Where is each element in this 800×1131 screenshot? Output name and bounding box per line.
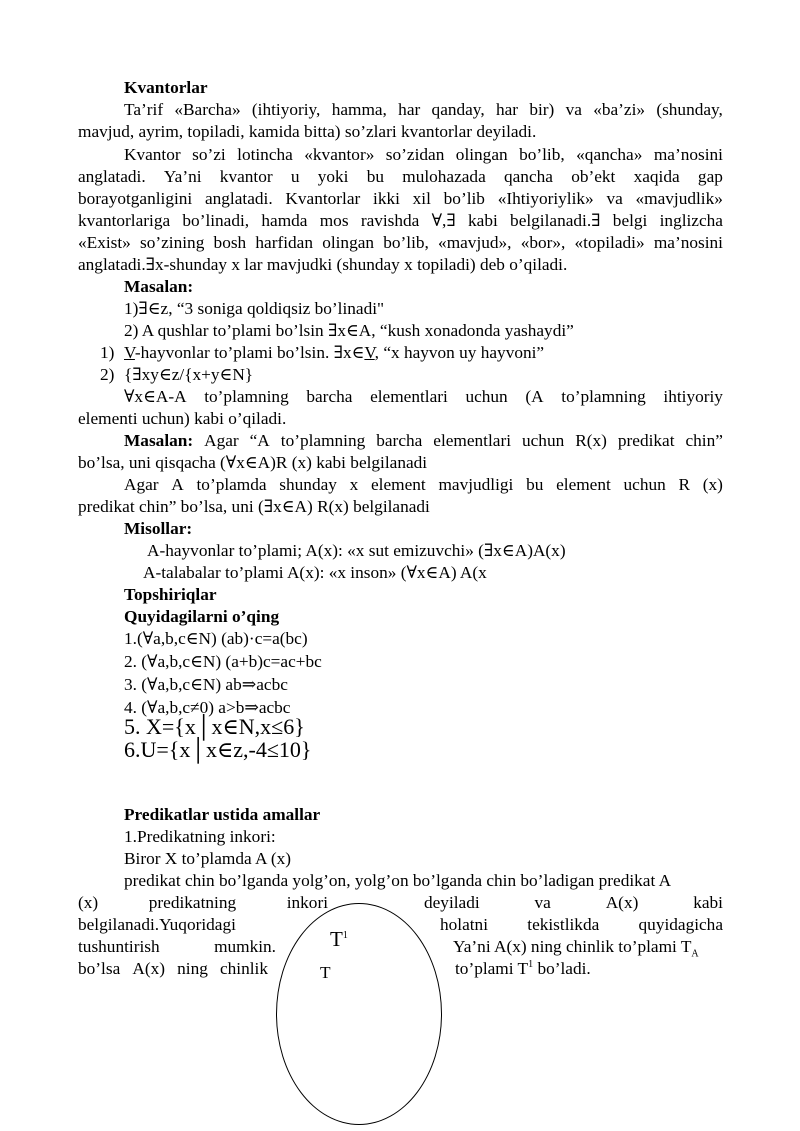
word: to’plamning [280, 431, 366, 450]
example-4: {∃xy∈z/{x+y∈N} [124, 365, 254, 384]
word: lotincha [237, 145, 293, 164]
word: «bor», [520, 233, 566, 252]
word: «mavjudlik» [635, 189, 723, 208]
word: uchun [522, 431, 565, 450]
example-3-v: V [124, 343, 135, 362]
p5-line2: predikat chin” bo’lsa, uni (∃x∈A) R(x) belgilanadi [78, 497, 430, 516]
word: u [290, 167, 300, 186]
task-item-3: 3. (∀a,b,c∈N) ab⇒acbc [124, 675, 288, 694]
word: «ba’zi» [593, 100, 646, 119]
word: (shunday, [656, 100, 723, 119]
word: mumkin. [214, 937, 276, 956]
word: «Ihtiyoriylik» [497, 189, 594, 208]
predikat-line-3-right [440, 915, 723, 935]
word: so’zi [192, 145, 226, 164]
word: «Barcha» [174, 100, 241, 119]
example-3-end: , “x hayvon uy hayvoni” [374, 343, 545, 362]
word: bir) [529, 100, 555, 119]
misol-1: A-hayvonlar to’plami; A(x): «x sut emizuvchi» (∃x∈A)A(x) [147, 541, 566, 560]
word: ning [177, 959, 208, 978]
word: tekistlikda [527, 915, 600, 934]
example-3-mid: -hayvonlar to’plami bo’lsin. ∃x∈ [134, 343, 365, 362]
quyidagilarni-heading: Quyidagilarni o’qing [124, 607, 280, 626]
word: bo’lib [443, 189, 485, 208]
word: tushuntirish [78, 937, 160, 956]
word: deyiladi [424, 893, 480, 912]
predikat-line-5-left [78, 959, 268, 979]
word: so’zining [140, 233, 205, 252]
masalan-heading-1: Masalan: [124, 277, 194, 296]
task-item-6: 6.U={x│x∈z,-4≤10} [124, 737, 312, 762]
predikat-line-2-right [424, 893, 723, 913]
word: to’plamda [196, 475, 267, 494]
word: xil [412, 189, 431, 208]
word: har [398, 100, 421, 119]
word: uchun [465, 387, 508, 406]
word: hamda [261, 211, 308, 230]
word: Ya’ni [163, 167, 202, 186]
word: ihtiyoriy [663, 387, 723, 406]
example-2: 2) A qushlar to’plami bo’lsin ∃x∈A, “kush xonadonda yashaydi” [124, 321, 574, 340]
example-3-number: 1) [100, 343, 115, 362]
p3-line2: elementi uchun) kabi o’qiladi. [78, 409, 287, 428]
word: kvantorlariga [78, 211, 171, 230]
word: yoki [317, 167, 349, 186]
word: ∀x∈A-A [124, 387, 187, 406]
word: Agar [204, 431, 239, 450]
predikat-line-2-left [78, 893, 328, 913]
word: mulohazada [402, 167, 486, 186]
p4-line1 [124, 431, 723, 451]
word: to’plamning [204, 387, 289, 406]
word: predikatning [148, 893, 237, 912]
word: «Exist» [78, 233, 131, 252]
inkori-subheading: 1.Predikatning inkori: [124, 827, 276, 846]
task-item-4: 4. (∀a,b,c≠0) a>b⇒acbc [124, 698, 291, 717]
word: belgi [612, 211, 648, 230]
p2-line5 [78, 233, 723, 253]
word: holatni [440, 915, 488, 934]
word: va [565, 100, 582, 119]
p2-line1 [124, 145, 723, 165]
topshiriqlar-heading: Topshiriqlar [124, 585, 217, 604]
word: ob’ekt [571, 167, 616, 186]
heading-kvantorlar: Kvantorlar [124, 78, 208, 97]
word: anglatadi. [78, 167, 146, 186]
word: kabi [468, 211, 498, 230]
p2-line2 [78, 167, 723, 187]
word: harfidan [255, 233, 313, 252]
predikat-line-4-right: Ya’ni A(x) ning chinlik to’plami $T_A$ [453, 937, 699, 960]
masalan-heading-2: Masalan: [124, 431, 194, 450]
word: olingan [322, 233, 375, 252]
word: so’zidan [385, 145, 445, 164]
task-item-2: 2. (∀a,b,c∈N) (a+b)c=ac+bc [124, 652, 322, 671]
word: barcha [376, 431, 423, 450]
word: Kvantor [124, 145, 181, 164]
word: A(x) [605, 893, 639, 912]
word: “A [249, 431, 270, 450]
p1-line1 [124, 100, 723, 120]
word: chinlik [219, 959, 268, 978]
word: qancha [504, 167, 553, 186]
misollar-heading: Misollar: [124, 519, 193, 538]
word: quyidagicha [638, 915, 723, 934]
word: R(x) [575, 431, 607, 450]
word: ikki [373, 189, 400, 208]
p2-line6: anglatadi.∃x-shunday x lar mavjudki (shunday x topiladi) deb o’qiladi. [78, 255, 568, 274]
word: R [678, 475, 691, 494]
venn-ellipse [276, 903, 442, 1125]
word: (x) [78, 893, 99, 912]
venn-label-t: T [320, 963, 331, 982]
word: element [556, 475, 611, 494]
word: mavjudligi [438, 475, 514, 494]
word: elementlari [370, 387, 448, 406]
word: ma’nosini [653, 233, 723, 252]
venn-label-t1: $T^1$ [330, 927, 348, 951]
p4-line2: bo’lsa, uni qisqacha (∀x∈A)R (x) kabi belgilanadi [78, 453, 428, 472]
word: olingan [455, 145, 508, 164]
word: chin” [685, 431, 723, 450]
word: shunday [279, 475, 337, 494]
p2-line4 [78, 211, 723, 231]
word: inglizcha [659, 211, 723, 230]
word: bu [366, 167, 384, 186]
word: «qancha» [576, 145, 643, 164]
example-1: 1)∃∈z, “3 soniga qoldiqsiz bo’linadi" [124, 299, 385, 318]
word: «mavjud», [438, 233, 512, 252]
word: har [495, 100, 519, 119]
word: (ihtiyoriy, [251, 100, 321, 119]
word: «topiladi» [574, 233, 645, 252]
predikat-line-4-left [78, 937, 276, 957]
task-item-1: 1.(∀a,b,c∈N) (ab)·c=a(bc) [124, 629, 308, 648]
word: to’plamning [561, 387, 646, 406]
word: bo’lib, [383, 233, 429, 252]
word: x [349, 475, 359, 494]
word: bo’linadi, [182, 211, 250, 230]
word: hamma, [331, 100, 387, 119]
word: element [371, 475, 426, 494]
word: kabi [693, 893, 723, 912]
word: va [534, 893, 551, 912]
predikat-line-5-right: to’plami $T^1$ bo’ladi. [455, 959, 591, 978]
word: Kvantorlar [285, 189, 361, 208]
word: bo’lsa [78, 959, 121, 978]
example-4-number: 2) [100, 365, 115, 384]
word: gap [697, 167, 723, 186]
p3-line1 [124, 387, 723, 407]
example-3-v2: V [364, 343, 375, 362]
p1-line2: mavjud, ayrim, topiladi, kamida bitta) so’zlari kvantorlar deyiladi. [78, 122, 537, 141]
predikatlar-heading: Predikatlar ustida amallar [124, 805, 321, 824]
word: xaqida [633, 167, 680, 186]
word: elementlari [433, 431, 512, 450]
task-item-5: 5. X={x│x∈N,x≤6} [124, 714, 305, 739]
p2-line3 [78, 189, 723, 209]
word: anglatadi. [204, 189, 273, 208]
word: (A [525, 387, 544, 406]
word: A [171, 475, 184, 494]
word: barcha [306, 387, 353, 406]
word: Ta’rif [124, 100, 164, 119]
word: bo’lib, [519, 145, 565, 164]
predikat-line-1: predikat chin bo’lganda yolg’on, yolg’on bo’lganda chin bo’ladigan predikat A [124, 871, 672, 890]
word: bosh [213, 233, 247, 252]
predikat-line-3-left: belgilanadi.Yuqoridagi [78, 915, 236, 934]
word: bu [526, 475, 544, 494]
word: predikat [617, 431, 675, 450]
example-3 [124, 343, 544, 363]
word: ma’nosini [653, 145, 723, 164]
word: va [606, 189, 623, 208]
misol-2: A-talabalar to’plami A(x): «x inson» (∀x∈A) A(x [143, 563, 487, 582]
word: belgilanadi.∃ [510, 211, 601, 230]
word: kvantor [219, 167, 273, 186]
word: ravishda [360, 211, 420, 230]
word: qanday, [431, 100, 485, 119]
word: (x) [702, 475, 723, 494]
word: A(x) [132, 959, 165, 978]
word: «kvantor» [304, 145, 375, 164]
biror-line: Biror X to’plamda A (x) [124, 849, 292, 868]
word: inkori [286, 893, 328, 912]
p5-line1 [124, 475, 723, 495]
word: mos [319, 211, 349, 230]
word: Agar [124, 475, 159, 494]
word: ∀,∃ [431, 211, 456, 230]
word: uchun [623, 475, 666, 494]
word: borayotganligini [78, 189, 193, 208]
